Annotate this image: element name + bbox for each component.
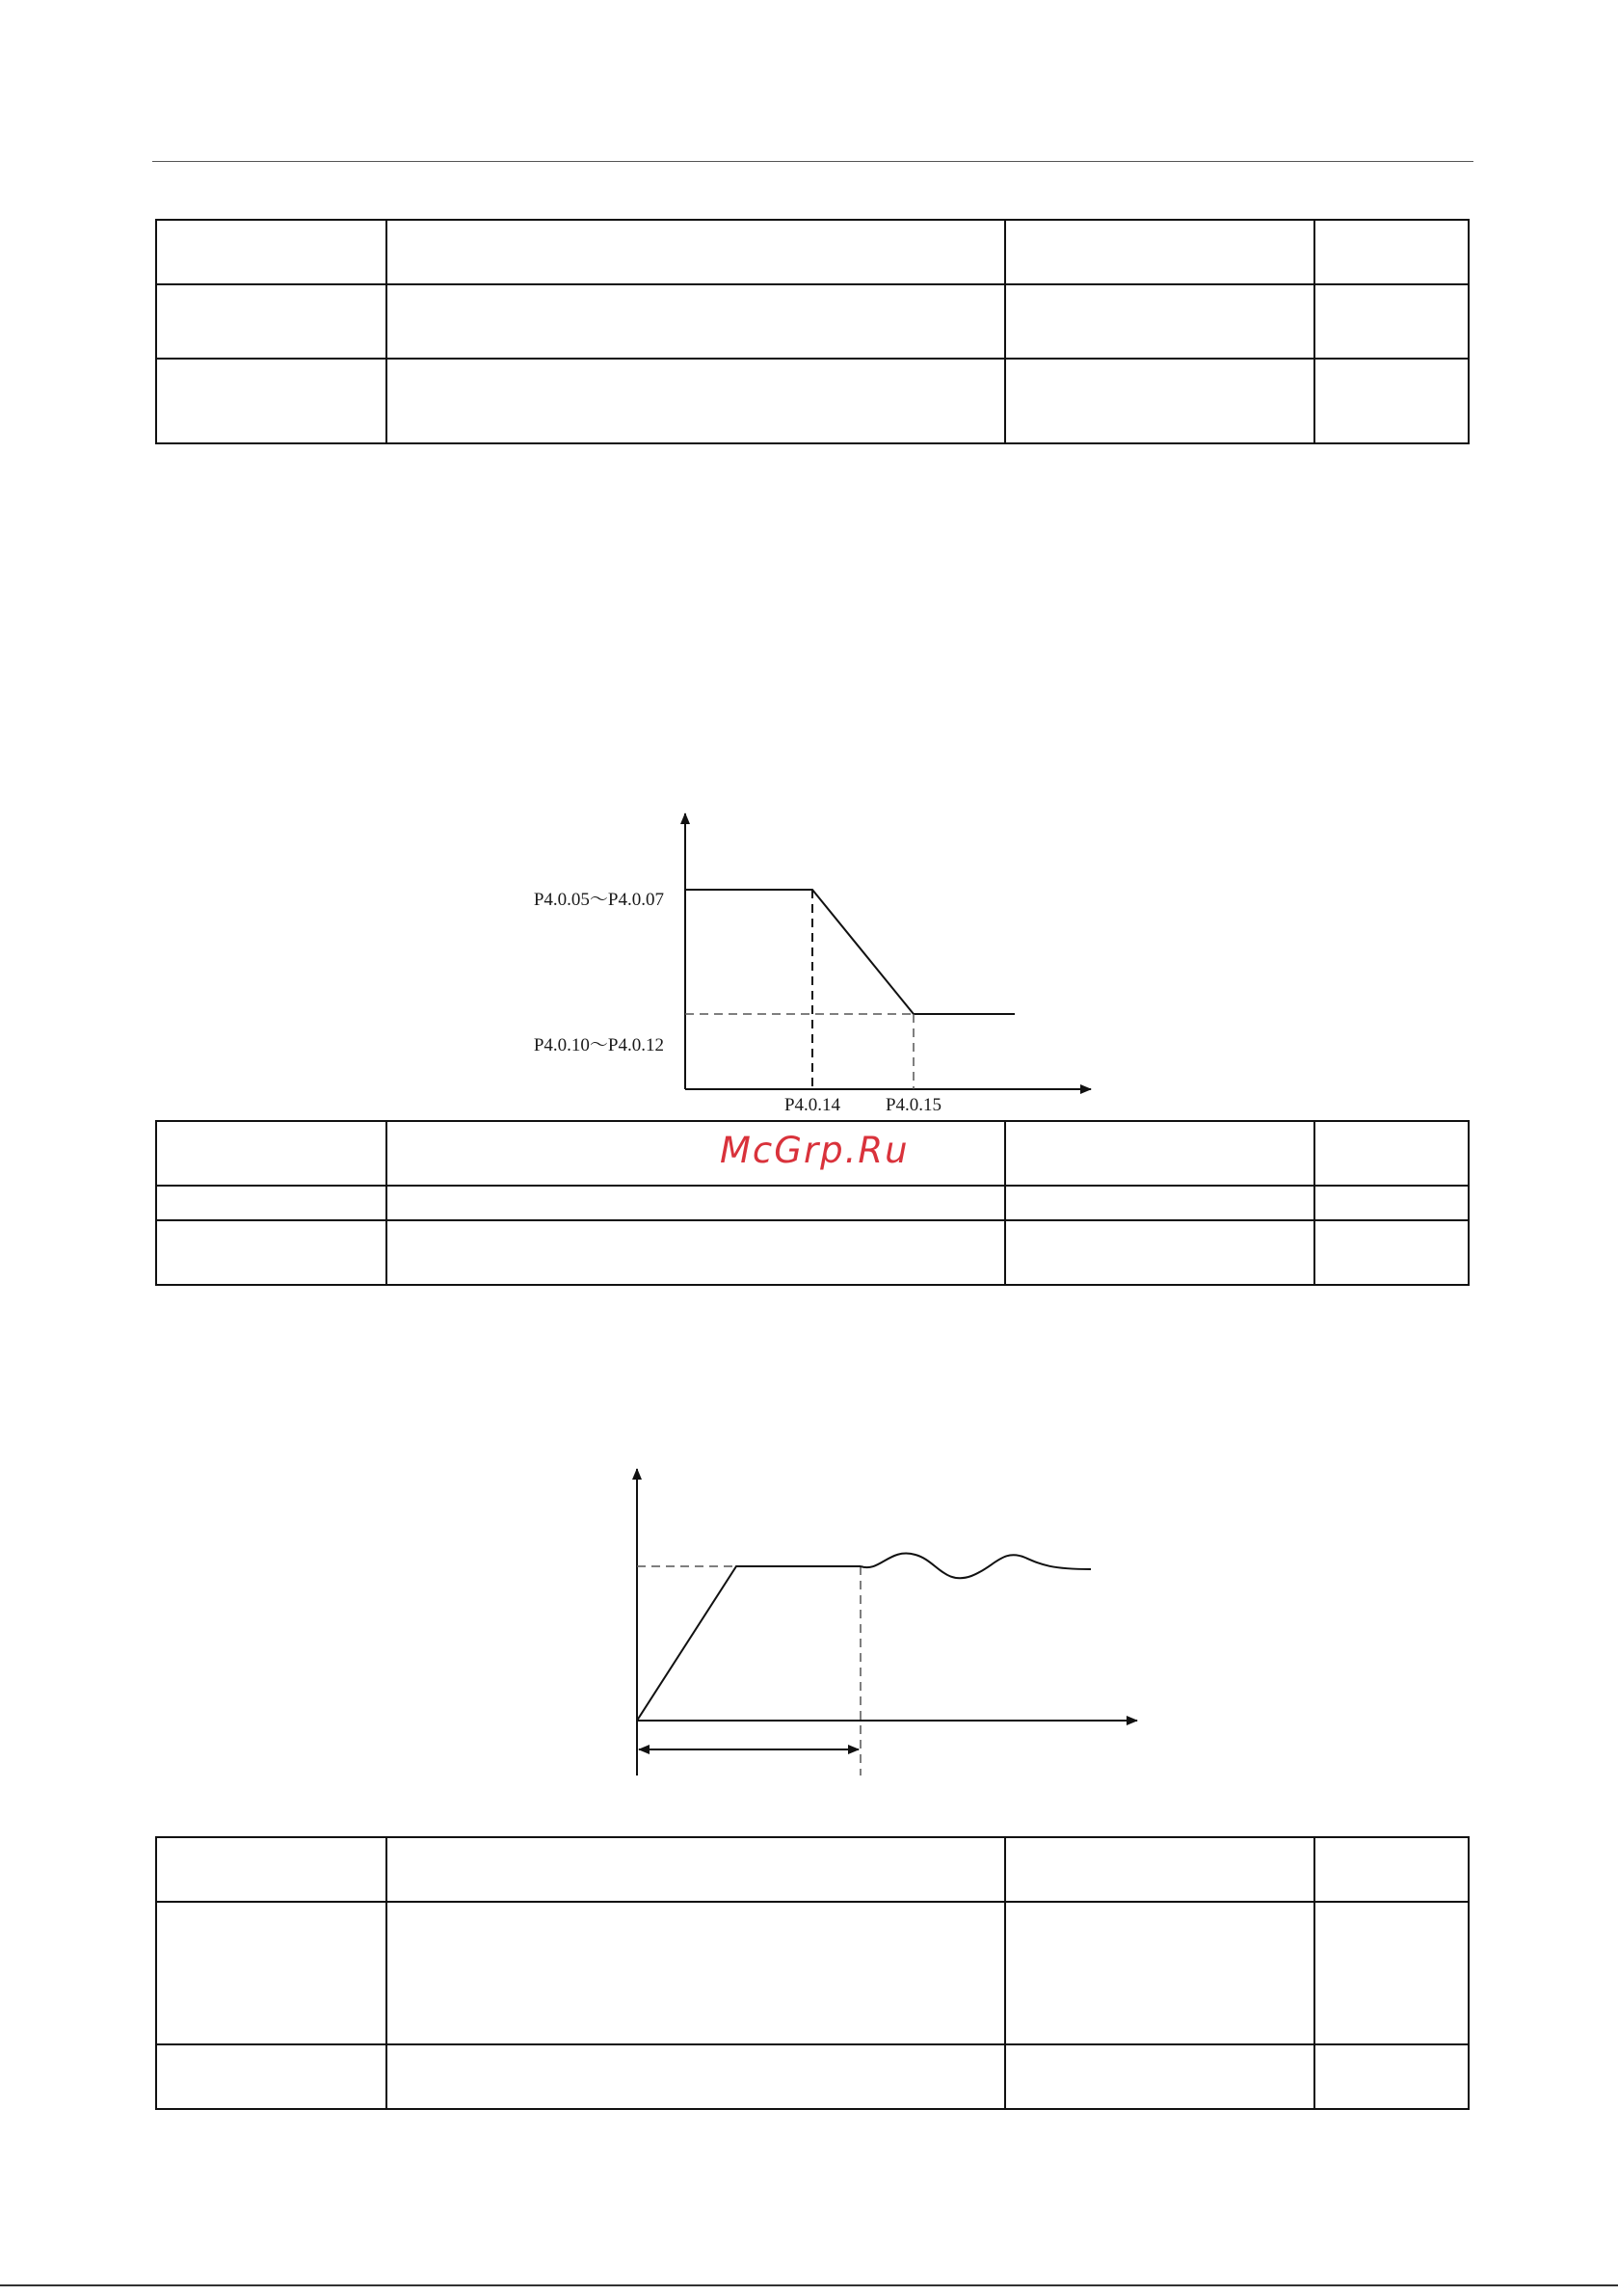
table-row bbox=[156, 1902, 1469, 2044]
derating-curve bbox=[685, 890, 1015, 1014]
y-label-top: P4.0.05～P4.0.07 bbox=[533, 890, 664, 910]
parameter-table-1 bbox=[155, 219, 1470, 444]
table-row bbox=[156, 1186, 1469, 1220]
table-row bbox=[156, 284, 1469, 359]
watermark-text: McGrp.Ru bbox=[720, 1130, 910, 1171]
table-row bbox=[156, 2044, 1469, 2109]
parameter-table-3 bbox=[155, 1836, 1470, 2110]
derating-curve-figure bbox=[501, 800, 1099, 1118]
table-row bbox=[156, 1220, 1469, 1285]
y-label-bottom: P4.0.10～P4.0.12 bbox=[533, 1035, 664, 1055]
header-rule bbox=[152, 161, 1473, 162]
ramp-hold-curve bbox=[637, 1566, 861, 1721]
oscillation-curve bbox=[861, 1554, 1091, 1579]
table-header-row bbox=[156, 220, 1469, 284]
table-header-row bbox=[156, 1837, 1469, 1902]
x-label-1: P4.0.14 bbox=[783, 1095, 841, 1115]
footer-rule bbox=[0, 2284, 1618, 2286]
x-label-2: P4.0.15 bbox=[885, 1095, 942, 1115]
ramp-response-figure bbox=[617, 1455, 1156, 1783]
table-row bbox=[156, 359, 1469, 443]
